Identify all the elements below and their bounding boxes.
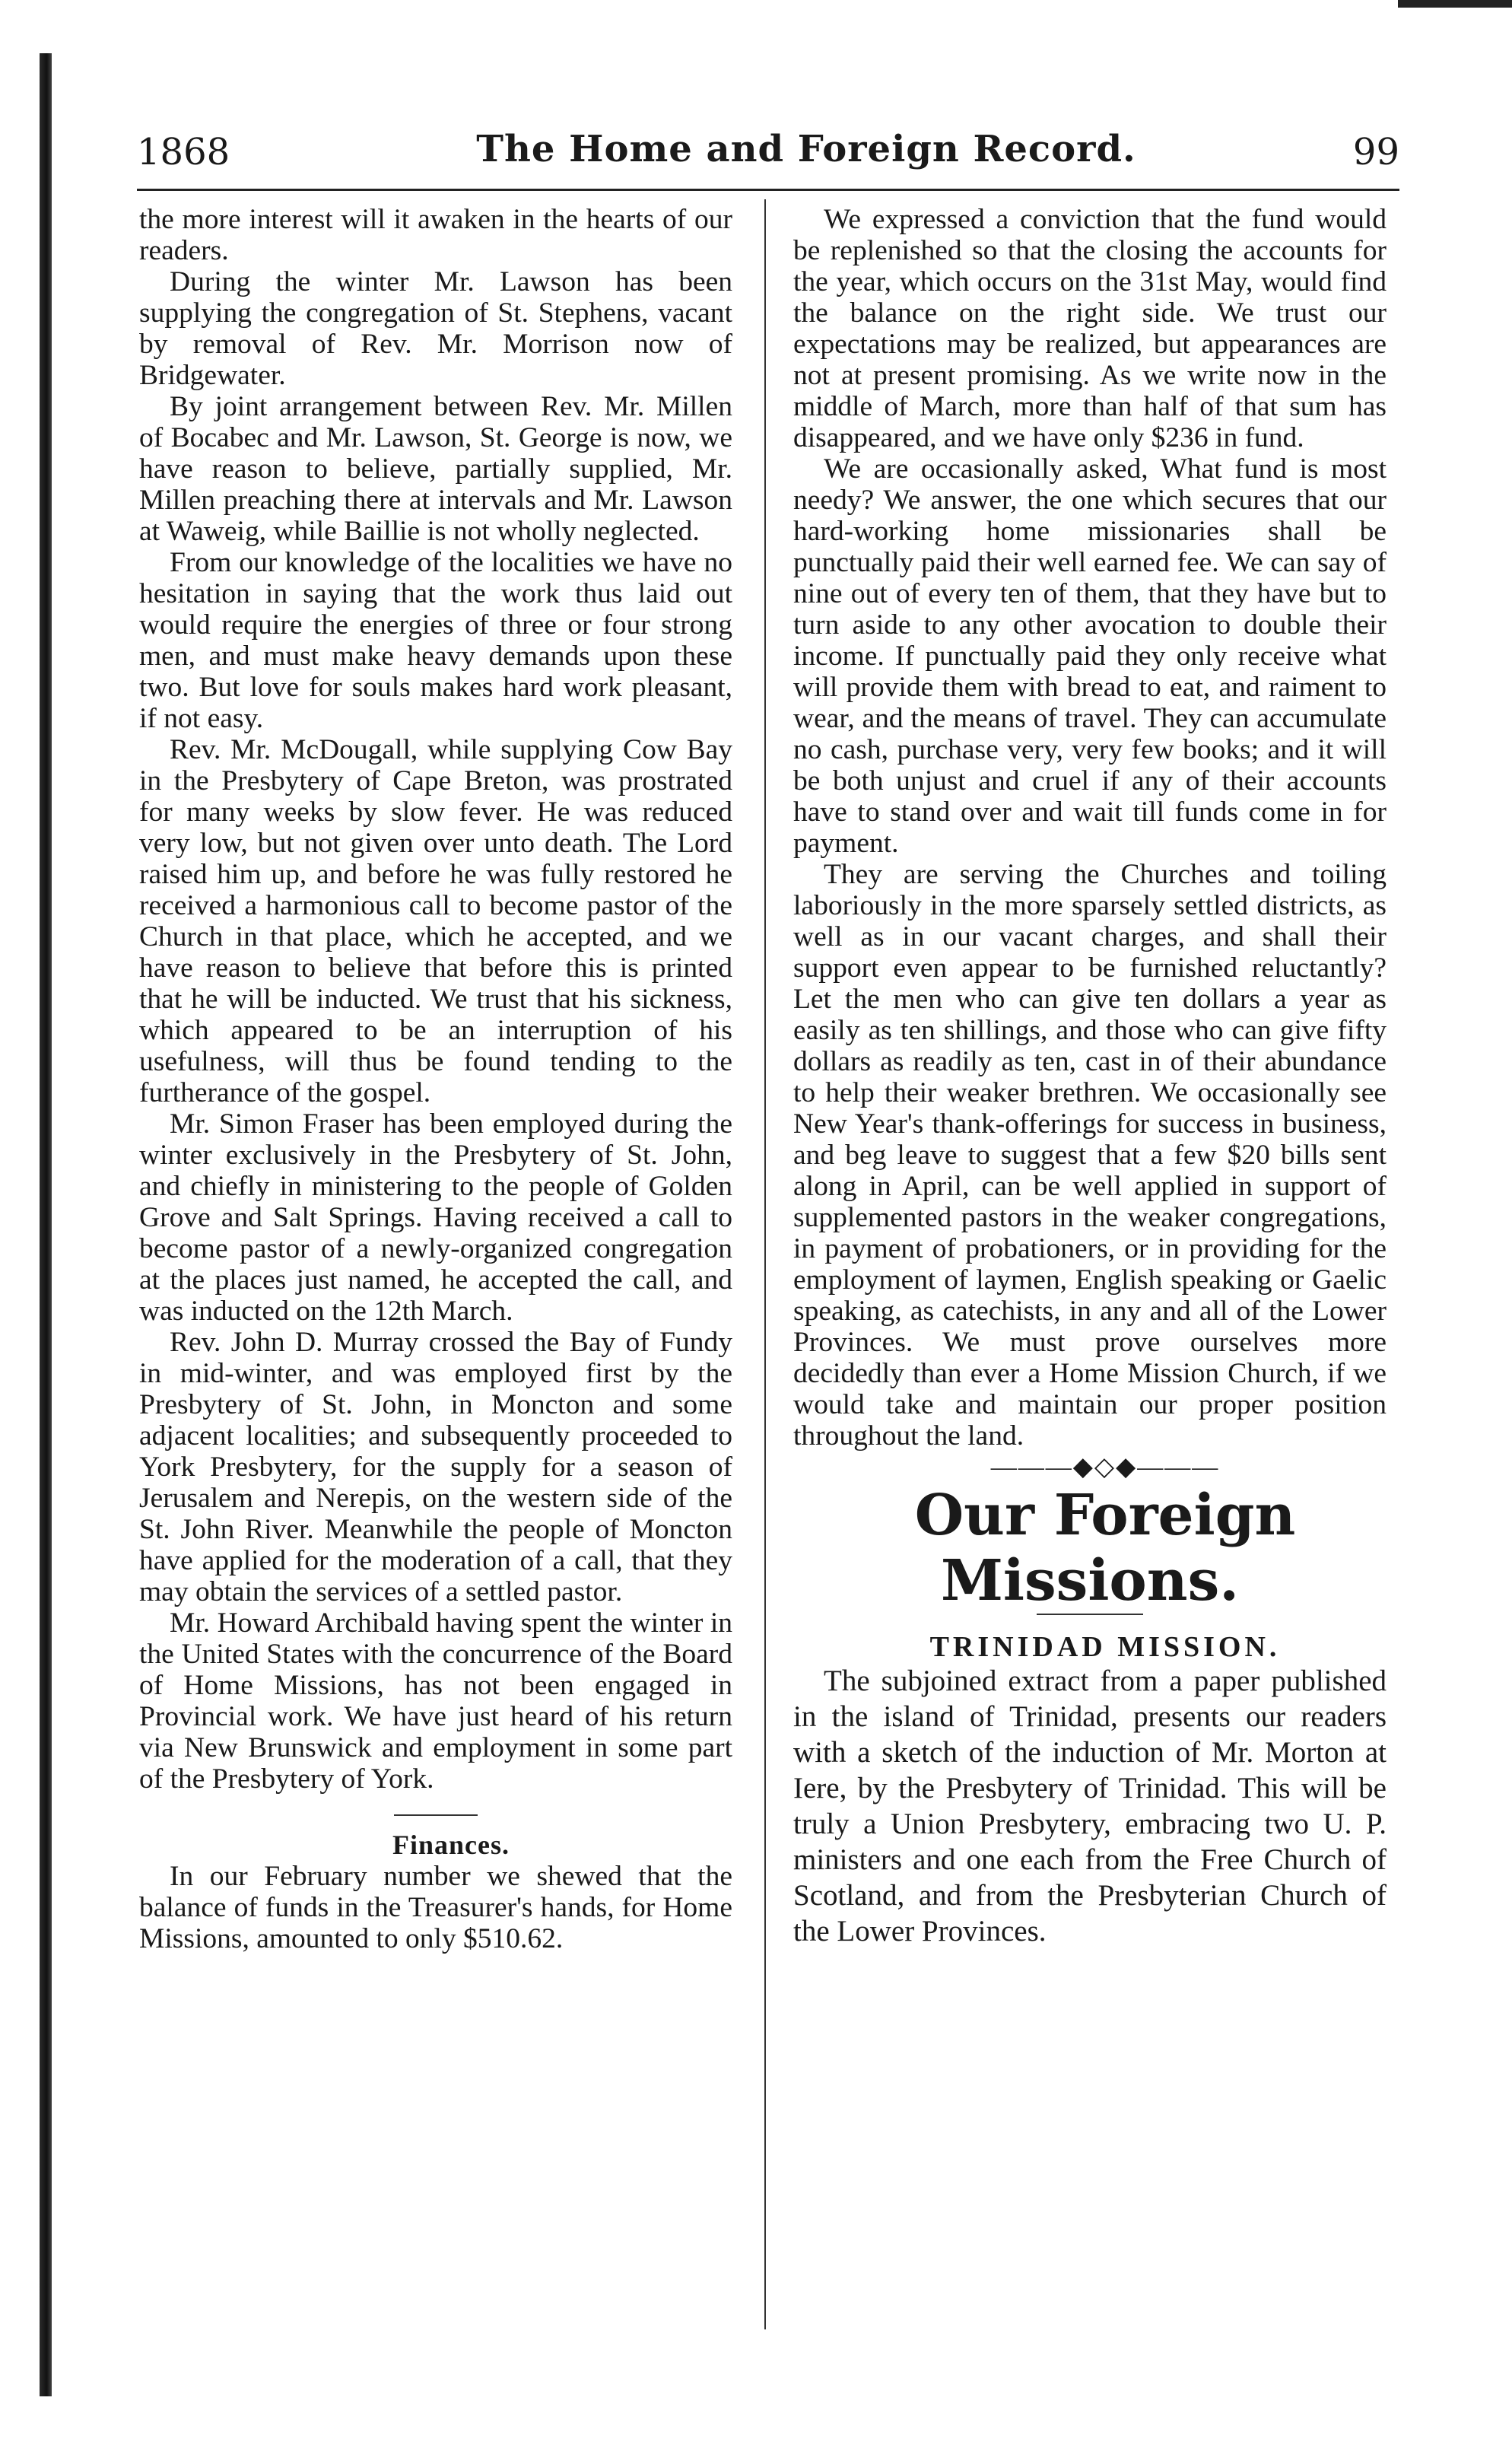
- trinidad-mission-heading: TRINIDAD MISSION.: [929, 1631, 1281, 1663]
- foreign-missions-title: Our Foreign Missions.: [914, 1483, 1296, 1614]
- paragraph: the more interest will it awaken in the hearts of our readers.: [139, 204, 732, 266]
- journal-title: The Home and Foreign Record.: [476, 128, 1136, 170]
- binding-spine: [40, 53, 52, 2396]
- mission-body: [793, 1663, 1387, 1949]
- finances-heading: Finances.: [392, 1830, 510, 1860]
- paragraph: Rev. Mr. McDougall, while supplying Cow Bay in the Presbytery of Cape Breton, was prostrated for many weeks by slow fever. He was reduced very low, but not given over unto death. The Lord raised him up, and before he was fully restored he received a harmonious call to become pastor of the Church in that place, which he accepted, and we have reason to believe that before this is printed that he will be inducted. We trust that his sickness, which appeared to be an interruption of his usefulness, will thus be found tending to the furtherance of the gospel.: [139, 734, 732, 1108]
- page-number: 99: [1352, 131, 1399, 173]
- page-year: 1868: [137, 131, 230, 173]
- paragraph: By joint arrangement between Rev. Mr. Millen of Bocabec and Mr. Lawson, St. George is now, we have reason to believe, partially supplied, Mr. Millen preaching there at intervals and Mr. Lawson at Waweig, while Baillie is not wholly neglected.: [139, 391, 732, 547]
- paragraph: The subjoined extract from a paper published in the island of Trinidad, presents our readers with a sketch of the induction of Mr. Morton at Iere, by the Presbytery of Trinidad. This will be truly a Union Presbytery, embracing two U. P. ministers and one each from the Free Church of Scotland, and from the Presbyterian Church of the Lower Provinces.: [793, 1665, 1387, 1948]
- paragraph: From our knowledge of the localities we have no hesitation in saying that the work thus laid out would require the energies of three or four strong men, and must make heavy demands upon these two. But love for souls makes hard work pleasant, if not easy.: [139, 547, 732, 734]
- paragraph: They are serving the Churches and toiling laboriously in the more sparsely settled districts, as well as in our vacant charges, and shall their support even appear to be furnished reluctantly? Let the men who can give ten dollars a year as easily as ten shillings, and those who can give fifty dollars as readily as ten, cast in of their abundance to help their weaker brethren. We occasionally see New Year's thank-offerings for success in business, and beg leave to suggest that a few $20 bills sent along in April, can be well applied in support of supplemented pastors in the weaker congregations, in payment of probationers, or in providing for the employment of laymen, English speaking or Gaelic speaking, as catechists, in any and all of the Lower Provinces. We must prove ourselves more decidedly than ever a Home Mission Church, if we would take and maintain our proper position throughout the land.: [793, 859, 1387, 1452]
- page-header: [137, 128, 1399, 181]
- header-rule: [137, 189, 1399, 191]
- left-column: [139, 204, 732, 1954]
- section-rule: [394, 1814, 478, 1816]
- paragraph: We expressed a conviction that the fund would be replenished so that the closing the accounts for the year, which occurs on the 31st May, would find the balance on the right side. We trust our expectations may be realized, but appearances are not at present promising. As we write now in the middle of March, more than half of that sum has disappeared, and we have only $236 in fund.: [793, 204, 1387, 453]
- paragraph: In our February number we shewed that the balance of funds in the Treasurer's hands, for Home Missions, amounted to only $510.62.: [139, 1861, 732, 1954]
- section-rule: [1037, 1614, 1143, 1615]
- column-divider: [764, 199, 766, 2329]
- paragraph: During the winter Mr. Lawson has been supplying the congregation of St. Stephens, vacant by removal of Rev. Mr. Morrison now of Bridgewater.: [139, 266, 732, 391]
- paragraph: Rev. John D. Murray crossed the Bay of Fundy in mid-winter, and was employed first by the Presbytery of St. John, in Moncton and some adjacent localities; and subsequently proceeded to York Presbytery, for the supply for a season of Jerusalem and Nerepis, on the western side of the St. John River. Meanwhile the people of Moncton have applied for the moderation of a call, that they may obtain the services of a settled pastor.: [139, 1327, 732, 1607]
- ornament-divider: ———◆◇◆———: [990, 1453, 1220, 1481]
- paragraph: Mr. Howard Archibald having spent the winter in the United States with the concurrence of the Board of Home Missions, has not been engaged in Provincial work. We have just heard of his return via New Brunswick and employment in some part of the Presbytery of York.: [139, 1607, 732, 1795]
- paragraph: Mr. Simon Fraser has been employed during the winter exclusively in the Presbytery of St. John, and chiefly in ministering to the people of Golden Grove and Salt Springs. Having received a call to become pastor of a newly-organized congregation at the places just named, he accepted the call, and was inducted on the 12th March.: [139, 1108, 732, 1327]
- page-top-edge: [1398, 0, 1512, 8]
- paragraph: We are occasionally asked, What fund is most needy? We answer, the one which secures that our hard-working home missionaries shall be punctually paid their well earned fee. We can say of nine out of every ten of them, that they have but to turn aside to any other avocation to double their income. If punctually paid they only receive what will provide them with bread to eat, and raiment to wear, and the means of travel. They can accumulate no cash, purchase very, very few books; and it will be both unjust and cruel if any of their accounts have to stand over and wait till funds come in for payment.: [793, 453, 1387, 859]
- right-column: [793, 204, 1387, 1949]
